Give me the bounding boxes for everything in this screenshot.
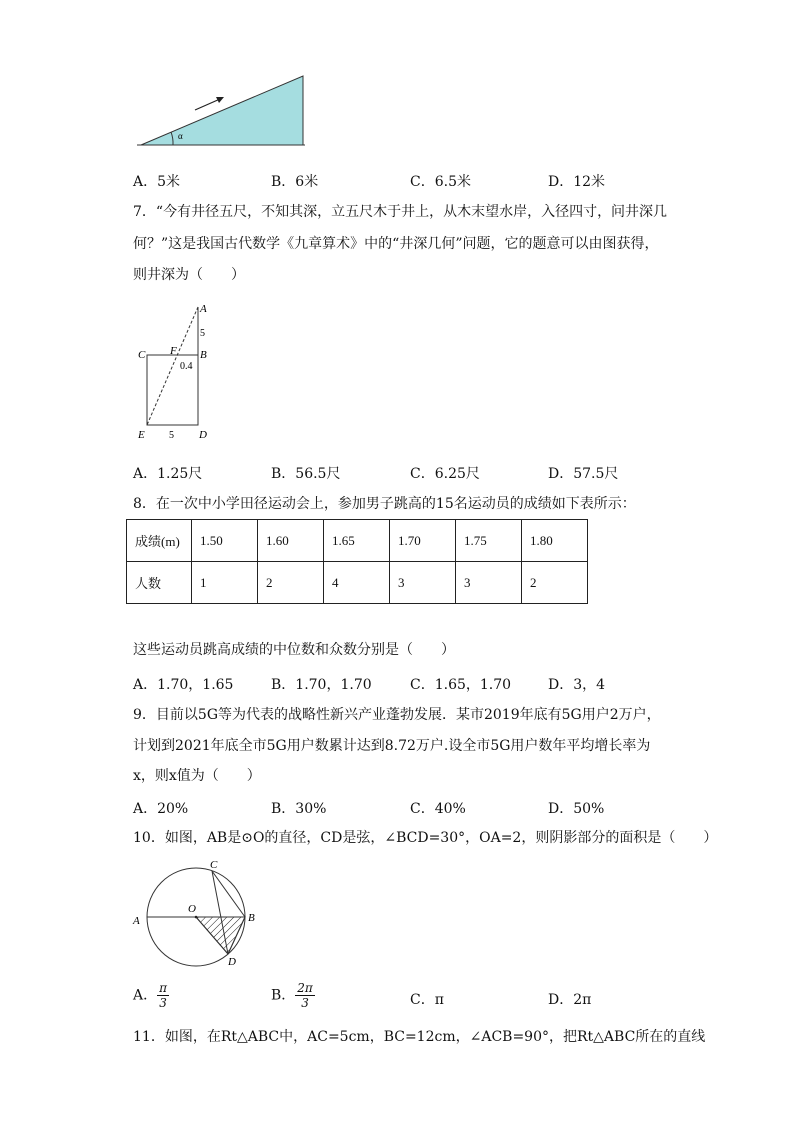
q10-option-a[interactable] — [133, 981, 169, 1010]
shaded-region — [196, 917, 245, 954]
q7-option-a[interactable]: A．1.25尺 — [133, 466, 203, 482]
option-prefix: A． — [133, 987, 158, 1004]
q7-text-line-2: 何？”这是我国古代数学《九章算术》中的“井深几何”问题，它的题意可以由图获得， — [133, 236, 659, 252]
table-cell: 4 — [324, 562, 390, 604]
label-b: B — [200, 349, 207, 361]
table-cell: 1.60 — [258, 520, 324, 562]
q7-text-line-1: 7．“今有井径五尺，不知其深，立五尺木于井上，从木末望水岸，入径四寸，问井深几 — [133, 204, 668, 220]
table-cell: 2 — [522, 562, 588, 604]
table-cell: 1.65 — [324, 520, 390, 562]
fraction-pi-over-3: $\frac{\pi}{3}$ — [159, 981, 168, 1010]
table-cell: 2 — [258, 562, 324, 604]
q8-option-a[interactable]: A．1.70，1.65 — [133, 677, 234, 693]
q9-option-c[interactable]: C．40% — [410, 801, 466, 817]
table-cell: 1.75 — [456, 520, 522, 562]
q6-option-a[interactable]: A．5米 — [133, 174, 181, 190]
table-cell: 3 — [456, 562, 522, 604]
scores-table — [126, 519, 588, 604]
q9-option-d[interactable]: D．50% — [548, 801, 605, 817]
q9-option-b[interactable]: B．30% — [271, 801, 327, 817]
q10-option-b[interactable] — [271, 981, 315, 1010]
center-point — [195, 916, 198, 919]
circle-figure — [130, 858, 270, 970]
table-cell: 1.80 — [522, 520, 588, 562]
label-0-4: 0.4 — [180, 361, 193, 372]
table-cell: 人数 — [127, 562, 192, 604]
q10-option-d[interactable]: D．2π — [548, 992, 592, 1008]
q8-option-c[interactable]: C．1.65，1.70 — [410, 677, 512, 693]
q9-option-a[interactable]: A．20% — [133, 801, 189, 817]
q9-text-line-2: 计划到2021年底全市5G用户数累计达到8.72万户.设全市5G用户数年平均增长率为 — [133, 738, 651, 754]
fraction-2pi-over-3: $\frac{2\pi}{3}$ — [297, 981, 313, 1010]
q9-text-line-3: x，则x值为（ ） — [133, 768, 261, 784]
label-d: D — [199, 429, 207, 441]
well-figure — [133, 298, 223, 443]
q8-question: 这些运动员跳高成绩的中位数和众数分别是（ ） — [133, 642, 455, 658]
q10-text: 10．如图，AB是⊙O的直径，CD是弦，∠BCD=30°，OA=2，则阴影部分的面积是（ ） — [133, 830, 718, 846]
table-cell: 3 — [390, 562, 456, 604]
label-o: O — [188, 903, 196, 915]
q8-option-b[interactable]: B．1.70，1.70 — [271, 677, 372, 693]
q6-option-c[interactable]: C．6.5米 — [410, 174, 471, 190]
option-prefix: B． — [271, 987, 296, 1004]
q7-option-b[interactable]: B．56.5尺 — [271, 466, 341, 482]
slope-figure — [135, 70, 310, 152]
label-c: C — [138, 349, 146, 361]
table-row-counts — [127, 562, 588, 604]
q6-option-b[interactable]: B．6米 — [271, 174, 319, 190]
label-f: F — [170, 345, 177, 357]
label-b: B — [248, 912, 255, 924]
label-c: C — [210, 859, 218, 871]
q11-text: 11．如图，在Rt△ABC中，AC=5cm，BC=12cm，∠ACB=90°，把Rt△ABC所在的直线 — [133, 1029, 706, 1045]
slope-triangle — [141, 76, 303, 145]
table-cell: 1.50 — [192, 520, 258, 562]
label-d: D — [228, 956, 236, 968]
table-row-scores — [127, 520, 588, 562]
table-cell: 成绩(m) — [127, 520, 192, 562]
q10-option-c[interactable]: C．π — [410, 992, 444, 1008]
q7-option-d[interactable]: D．57.5尺 — [548, 466, 619, 482]
q6-option-d[interactable]: D．12米 — [548, 174, 606, 190]
label-5-ab: 5 — [200, 328, 205, 339]
label-a: A — [200, 303, 207, 315]
q8-intro: 8．在一次中小学田径运动会上，参加男子跳高的15名运动员的成绩如下表所示： — [133, 496, 636, 512]
chord-cb — [212, 871, 245, 917]
q7-text-line-3: 则井深为（ ） — [133, 267, 245, 283]
angle-alpha-label: α — [178, 131, 183, 141]
table-cell: 1.70 — [390, 520, 456, 562]
q9-text-line-1: 9．目前以5G等为代表的战略性新兴产业蓬勃发展．某市2019年底有5G用户2万户， — [133, 707, 661, 723]
label-a: A — [133, 915, 140, 927]
q7-option-c[interactable]: C．6.25尺 — [410, 466, 480, 482]
table-cell: 1 — [192, 562, 258, 604]
label-e: E — [138, 429, 145, 441]
q8-option-d[interactable]: D．3，4 — [548, 677, 606, 693]
label-5-ed: 5 — [169, 430, 174, 441]
direction-arrow — [195, 99, 220, 110]
